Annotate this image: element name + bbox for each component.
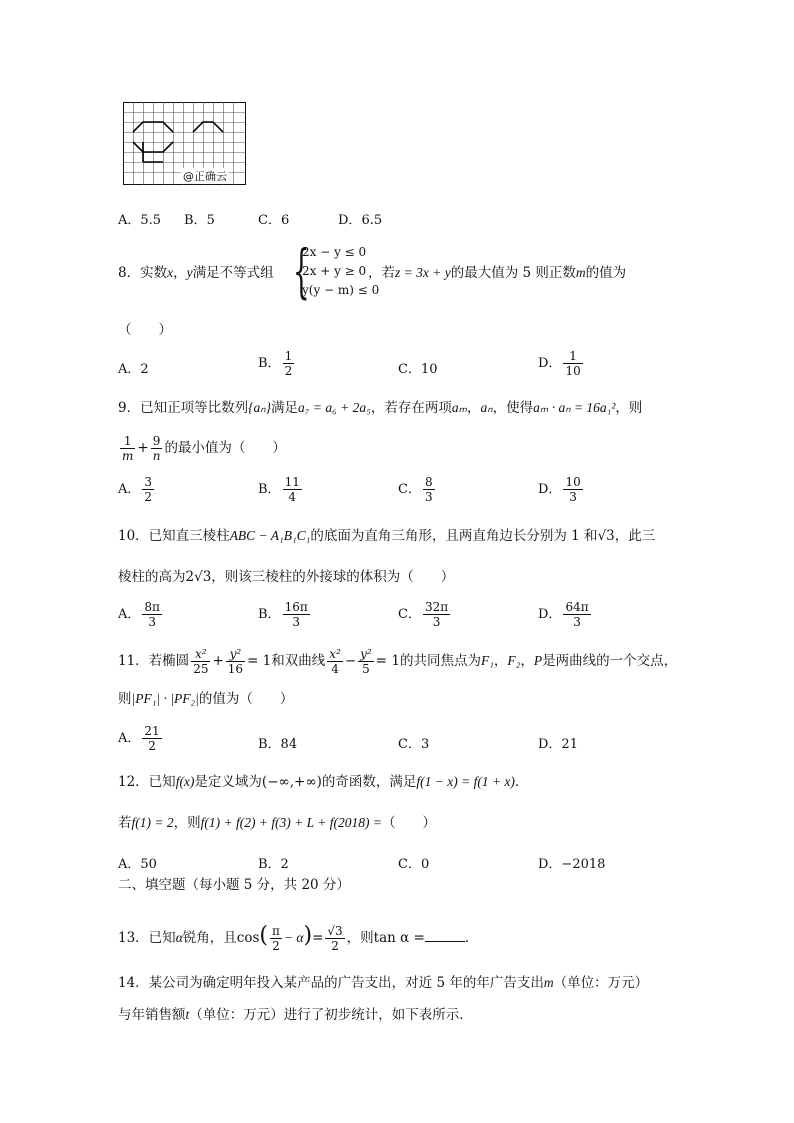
q10-stem-2: 棱柱的高为2√3，则该三棱柱的外接球的体积为（ ） [118, 569, 455, 585]
q13-stem: 13．已知α锐角，且cos( $\frac{\pi}{2}$ − α)= $\frac{√3}{2}$ ，则tan α = ． [118, 923, 479, 953]
q7-b-value: 5 [206, 213, 215, 228]
q14-stem: 14．某公司为确定明年投入某产品的广告支出，对近 5 年的年广告支出m（单位：万元） [118, 975, 649, 991]
q8-option-a[interactable]: A．2 [118, 362, 149, 377]
q12-option-a[interactable]: A．50 [118, 857, 157, 872]
q7-option-b[interactable] [184, 209, 215, 228]
q7-d-value: 6.5 [361, 213, 383, 228]
q8-option-b[interactable]: B． $\frac{1}{2}$ [258, 349, 293, 378]
q11-stem: 11．若椭圆 $\frac{\text{x²}}{25}$ + $\frac{\text{y²}}{16}$ = 1和双曲线 $\frac{\text{x²}}{4}$ − $\frac{\text{y²}}{5}$ = 1的共同焦点为F₁，F₂，P是两曲线的一个交点， [118, 647, 678, 676]
three-view-grid-figure [123, 102, 247, 186]
section-fill-blank-title: 二、填空题（每小题 5 分，共 20 分） [118, 877, 350, 893]
q8-option-c[interactable]: C．10 [398, 362, 438, 377]
q8-d-frac: $\frac{1}{10}$ [565, 349, 581, 378]
q12-option-c[interactable]: C．0 [398, 857, 430, 872]
q7-b-label: B． [184, 213, 207, 228]
q8-stem-tail: ，若z = 3x + y的最大值为 5 则正数m的值为 [368, 265, 627, 281]
q10-option-b[interactable]: B． $\frac{16\pi}{3}$ [258, 600, 308, 629]
q11-stem-2: 则|PF₁| · |PF₂|的值为（ ） [118, 691, 294, 707]
q9-stem: 9．已知正项等比数列{aₙ}满足a₇ = a₆ + 2a₅，若存在两项aₘ，aₙ，使得aₘ · aₙ = 16a₁²，则 [118, 400, 643, 416]
q7-option-c[interactable] [258, 209, 289, 228]
q8-option-d[interactable]: D． $\frac{1}{10}$ [538, 349, 581, 378]
q12-option-d[interactable]: D．−2018 [538, 857, 606, 872]
q14-stem-2: 与年销售额t（单位：万元）进行了初步统计，如下表所示． [118, 1007, 473, 1023]
q10-stem: 10．已知直三棱柱ABC − A₁B₁C₁的底面为直角三角形，且两直角边长分别为 1 和√3，此三 [118, 528, 656, 544]
q13-answer-blank[interactable] [425, 929, 465, 942]
q8-paren: （ ） [118, 322, 172, 338]
q12-option-b[interactable]: B．2 [258, 857, 289, 872]
q7-a-label: A． [118, 213, 141, 228]
q9-option-d[interactable]: D． $\frac{10}{3}$ [538, 475, 581, 504]
q7-c-value: 6 [280, 213, 290, 228]
q12-stem-2: 若f(1) = 2，则f(1) + f(2) + f(3) + L + f(2018) =（ ） [118, 815, 437, 831]
q11-option-d[interactable]: D．21 [538, 737, 578, 752]
q7-option-a[interactable] [118, 209, 161, 228]
q8-b-frac: $\frac{1}{2}$ [284, 349, 293, 378]
q11-option-b[interactable]: B．84 [258, 737, 298, 752]
q10-option-a[interactable]: A． $\frac{8\pi}{3}$ [118, 600, 160, 629]
q8-brace: { [293, 237, 310, 305]
q9-option-c[interactable]: C． $\frac{8}{3}$ [398, 475, 433, 504]
watermark-text: @正确云 [183, 170, 227, 183]
q7-c-label: C． [258, 213, 281, 228]
q7-option-d[interactable] [338, 209, 382, 228]
q9-stem-2: $\frac{1}{m}$ + $\frac{9}{n}$ 的最小值为（ ） [122, 434, 286, 463]
q11-option-a[interactable]: A． $\frac{21}{2}$ [118, 724, 160, 753]
q9-option-b[interactable]: B． $\frac{11}{4}$ [258, 475, 300, 504]
q8-ineq-1: 2x − y ≤ 0 [302, 245, 367, 259]
q8-stem: 8．实数x，y满足不等式组 [118, 265, 274, 281]
q7-a-value: 5.5 [140, 213, 162, 228]
q11-option-c[interactable]: C．3 [398, 737, 430, 752]
q10-option-d[interactable]: D． $\frac{64\pi}{3}$ [538, 600, 589, 629]
q8-ineq-3: y(y − m) ≤ 0 [302, 283, 380, 297]
q9-option-a[interactable]: A． $\frac{3}{2}$ [118, 475, 153, 504]
q8-ineq-2: 2x + y ≥ 0 [302, 264, 367, 278]
q10-option-c[interactable]: C． $\frac{32\pi}{3}$ [398, 600, 449, 629]
q12-stem: 12．已知f(x)是定义域为(−∞,+∞)的奇函数，满足f(1 − x) = f(1 + x)． [118, 774, 529, 790]
q7-d-label: D． [338, 213, 362, 228]
